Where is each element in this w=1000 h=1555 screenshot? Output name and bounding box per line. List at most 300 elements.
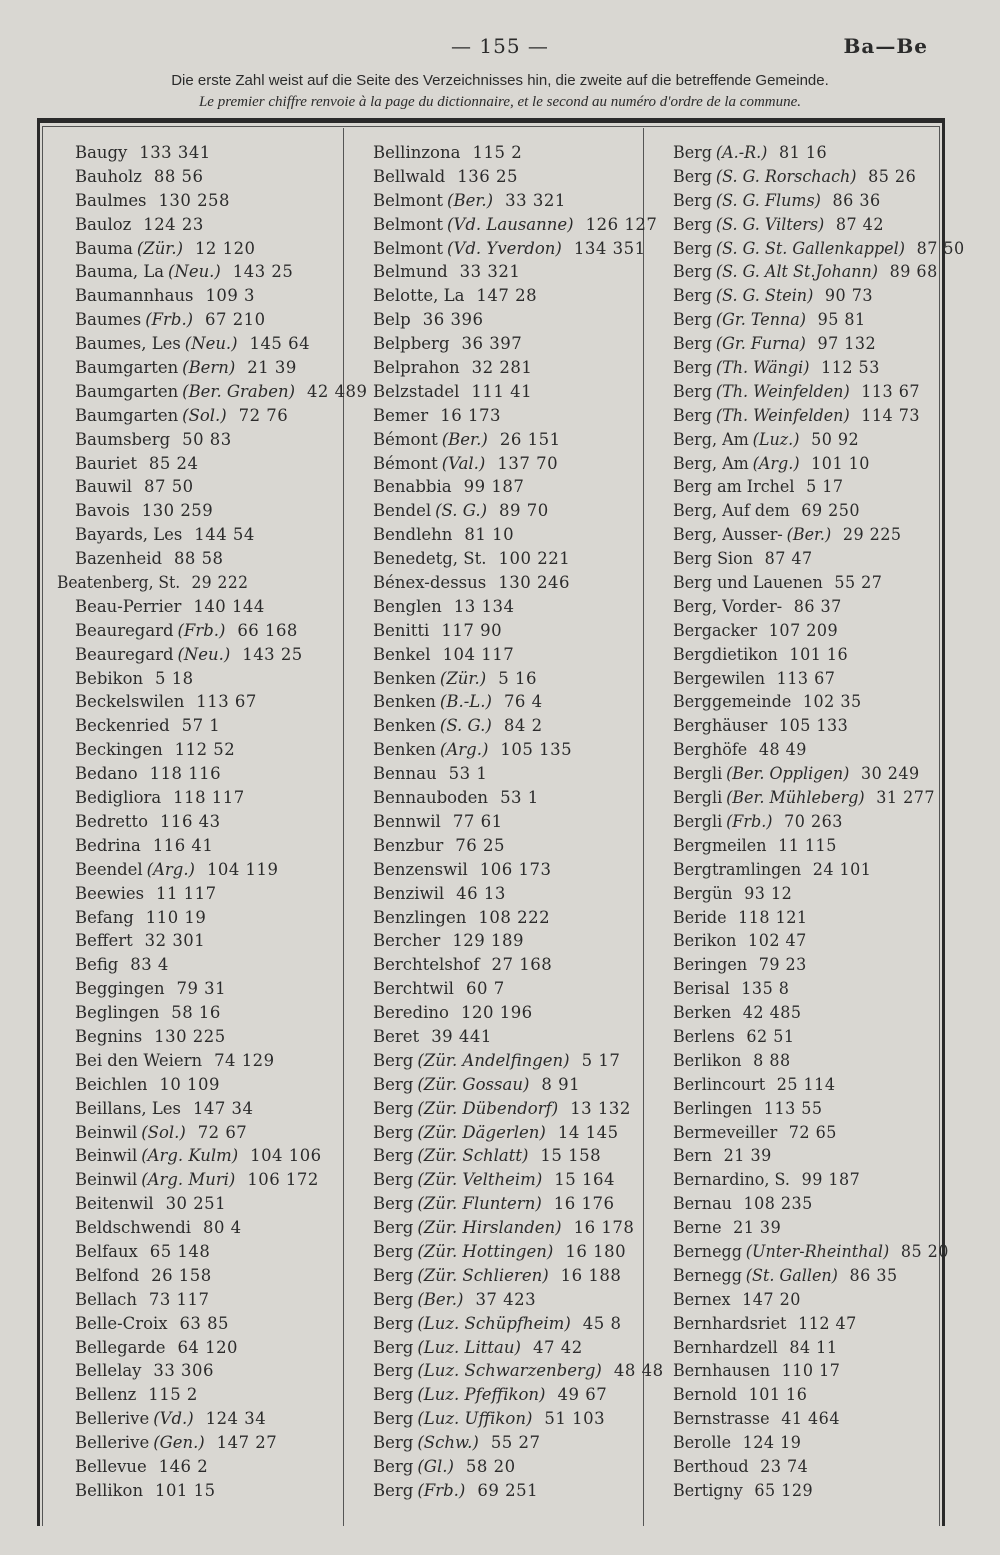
entry-reference: 26 158	[151, 1265, 212, 1285]
index-entry	[673, 284, 965, 308]
entry-reference: 101 16	[789, 644, 849, 664]
index-entry	[75, 1144, 367, 1168]
index-entry	[373, 213, 664, 237]
index-entry	[373, 308, 664, 332]
index-entry	[373, 475, 664, 499]
index-entry	[673, 547, 965, 571]
index-entry	[75, 1192, 367, 1216]
index-entry	[75, 356, 367, 380]
index-entry	[673, 786, 965, 810]
entry-reference: 85 20	[900, 1241, 949, 1261]
entry-reference: 108 222	[478, 907, 551, 927]
entry-reference: 104 117	[442, 644, 515, 664]
entry-name: Baumes	[75, 310, 142, 330]
entry-name: Bebikon	[75, 668, 144, 688]
entry-name: Baumgarten	[75, 358, 179, 378]
index-entry	[75, 1288, 367, 1312]
entry-name: Berg	[373, 1074, 414, 1094]
index-entry	[673, 571, 965, 595]
index-entry	[75, 834, 367, 858]
entry-reference: 95 81	[817, 310, 866, 330]
index-entry	[373, 977, 664, 1001]
entry-reference: 65 148	[149, 1241, 211, 1261]
entry-name: Bayards, Les	[75, 525, 183, 545]
entry-reference: 112 52	[174, 740, 236, 760]
entry-name: Berchtelshof	[373, 955, 480, 975]
entry-reference: 112 47	[798, 1313, 857, 1333]
entry-reference: 88 56	[153, 166, 204, 186]
entry-qualifier: (St. Gallen)	[745, 1265, 838, 1285]
entry-name: Bergli	[673, 788, 723, 808]
entry-name: Bemer	[373, 405, 429, 425]
entry-reference: 65 129	[754, 1480, 814, 1500]
entry-reference: 48 49	[758, 740, 807, 760]
entry-reference: 124 19	[742, 1433, 802, 1453]
entry-reference: 147 28	[476, 286, 538, 306]
index-entry	[673, 1073, 965, 1097]
entry-name: Belfond	[75, 1265, 140, 1285]
entry-reference: 10 109	[159, 1074, 220, 1094]
entry-reference: 29 225	[842, 525, 902, 545]
entry-name: Bauholz	[75, 166, 142, 186]
entry-name: Bellelay	[75, 1361, 142, 1381]
entry-reference: 21 39	[247, 358, 297, 378]
index-entry	[673, 1479, 965, 1503]
index-entry	[373, 141, 664, 165]
entry-name: Berg	[373, 1289, 414, 1309]
entry-name: Bergmeilen	[673, 835, 767, 855]
entry-reference: 134 351	[573, 238, 646, 258]
index-entry	[673, 858, 965, 882]
entry-name: Bergün	[673, 883, 733, 903]
entry-reference: 14 145	[557, 1122, 619, 1142]
entry-reference: 26 151	[499, 429, 561, 449]
index-entry	[373, 738, 664, 762]
entry-reference: 53 1	[500, 788, 539, 808]
entry-qualifier: (Neu.)	[168, 262, 221, 282]
entry-reference: 15 158	[540, 1146, 602, 1166]
entry-qualifier: (Neu.)	[177, 644, 231, 664]
entry-name: Bellach	[75, 1289, 137, 1309]
index-entry	[75, 523, 367, 547]
index-entry	[373, 834, 664, 858]
entry-name: Bellinzona	[373, 143, 461, 162]
entry-reference: 42 485	[742, 1003, 802, 1023]
index-entry	[75, 1168, 367, 1192]
entry-reference: 86 35	[849, 1265, 898, 1285]
entry-qualifier: (Arg. Muri)	[141, 1170, 236, 1190]
index-entry	[373, 1097, 664, 1121]
index-column-1	[57, 141, 368, 1503]
entry-name: Berg	[373, 1337, 414, 1357]
entry-name: Berg	[673, 238, 713, 258]
index-entry	[373, 1312, 664, 1336]
index-entry	[75, 213, 367, 237]
entry-name: Beffert	[75, 931, 133, 951]
entry-qualifier: (Frb.)	[145, 310, 194, 330]
index-entry	[373, 523, 664, 547]
entry-name: Bellwald	[373, 166, 446, 186]
entry-qualifier: (Gen.)	[153, 1433, 205, 1453]
entry-name: Berg, Auf dem	[673, 501, 790, 521]
note-french: Le premier chiffre renvoie à la page du dictionnaire, et le second au numéro d'ordre de la commune.	[198, 94, 802, 110]
entry-reference: 130 246	[498, 573, 570, 593]
entry-name: Benken	[373, 716, 436, 736]
entry-name: Beredino	[373, 1003, 449, 1023]
entry-reference: 87 47	[764, 549, 813, 569]
entry-name: Berg	[673, 381, 713, 401]
entry-reference: 46 13	[456, 883, 506, 903]
entry-name: Bernstrasse	[673, 1409, 770, 1429]
index-entry	[673, 1455, 965, 1479]
index-entry	[673, 1407, 965, 1431]
index-entry	[373, 1479, 664, 1503]
index-entry	[75, 452, 367, 476]
index-entry	[673, 1097, 965, 1121]
entry-reference: 81 10	[464, 525, 515, 545]
index-entry	[673, 1288, 965, 1312]
entry-name: Beckenried	[75, 716, 170, 736]
index-entry	[673, 1312, 965, 1336]
entry-name: Belotte, La	[373, 286, 465, 306]
index-entry	[373, 332, 664, 356]
index-entry	[673, 475, 965, 499]
index-entry	[673, 810, 965, 834]
entry-reference: 104 106	[250, 1146, 322, 1166]
entry-reference: 88 58	[173, 549, 224, 569]
index-entry	[75, 762, 367, 786]
entry-qualifier: (Zür. Gossau)	[417, 1074, 530, 1094]
entry-qualifier: (Zür. Fluntern)	[417, 1194, 542, 1214]
entry-qualifier: (Zür. Hottingen)	[417, 1241, 554, 1261]
index-entry	[673, 1383, 965, 1407]
entry-reference: 124 34	[205, 1409, 267, 1429]
entry-reference: 24 101	[812, 859, 872, 879]
index-entry	[373, 1359, 664, 1383]
entry-reference: 101 16	[748, 1385, 808, 1405]
entry-qualifier: (Arg. Kulm)	[141, 1146, 239, 1166]
index-entry	[673, 929, 965, 953]
entry-qualifier: (Frb.)	[177, 620, 226, 640]
index-entry	[373, 858, 664, 882]
entry-qualifier: (Unter-Rheinthal)	[745, 1241, 890, 1261]
index-entry	[673, 1168, 965, 1192]
index-entry	[75, 1001, 367, 1025]
entry-name: Bénex-dessus	[373, 573, 487, 593]
entry-name: Baumannhaus	[75, 286, 194, 306]
entry-name: Berg, Am	[673, 453, 749, 473]
entry-qualifier: (Ber.)	[417, 1289, 464, 1309]
entry-qualifier: (Luz.)	[752, 429, 800, 449]
entry-qualifier: (Vd. Lausanne)	[447, 214, 574, 234]
entry-reference: 130 225	[154, 1026, 226, 1046]
entry-reference: 146 2	[158, 1456, 209, 1476]
entry-qualifier: (Zür. Hirslanden)	[417, 1218, 562, 1238]
index-entry	[673, 332, 965, 356]
entry-reference: 89 68	[889, 262, 938, 282]
entry-name: Belfaux	[75, 1241, 138, 1261]
entry-reference: 118 121	[738, 907, 808, 927]
entry-name: Berg am Irchel	[673, 477, 795, 497]
index-entry	[373, 1288, 664, 1312]
entry-qualifier: (Vd.)	[153, 1409, 194, 1429]
entry-name: Bedrina	[75, 835, 141, 855]
entry-reference: 27 168	[491, 955, 553, 975]
index-entry	[373, 404, 664, 428]
entry-reference: 11 117	[156, 883, 217, 903]
entry-reference: 105 133	[778, 716, 849, 736]
note-german: Die erste Zahl weist auf die Seite des Verzeichnisses hin, die zweite auf die betreffende Gemeinde.	[171, 72, 829, 89]
entry-reference: 87 50	[144, 477, 194, 497]
entry-name: Benzenswil	[373, 859, 468, 879]
entry-name: Berg	[373, 1480, 414, 1500]
entry-name: Bennwil	[373, 811, 441, 831]
entry-reference: 51 103	[544, 1409, 606, 1429]
entry-reference: 15 164	[554, 1170, 615, 1190]
entry-name: Berg	[673, 143, 713, 162]
entry-reference: 16 176	[553, 1194, 615, 1214]
entry-name: Belmont	[373, 238, 444, 258]
index-entry	[75, 1025, 367, 1049]
entry-name: Berken	[673, 1003, 732, 1023]
entry-reference: 113 67	[861, 381, 921, 401]
entry-qualifier: (Val.)	[441, 453, 486, 473]
entry-reference: 39 441	[431, 1026, 492, 1046]
entry-reference: 85 26	[868, 166, 917, 186]
entry-name: Berg	[673, 334, 713, 354]
index-entry	[673, 428, 965, 452]
entry-qualifier: (Arg.)	[146, 859, 195, 879]
entry-name: Bernegg	[673, 1241, 742, 1261]
entry-name: Berg	[673, 286, 713, 306]
entry-name: Benkel	[373, 644, 431, 664]
entry-name: Berg, Ausser-	[673, 525, 783, 545]
entry-reference: 114 73	[861, 405, 921, 425]
index-entry	[75, 284, 367, 308]
entry-name: Berg	[373, 1122, 414, 1142]
index-entry	[373, 1144, 664, 1168]
entry-reference: 113 67	[196, 692, 257, 712]
index-entry	[75, 810, 367, 834]
index-entry	[75, 1121, 367, 1145]
index-entry	[373, 906, 664, 930]
entry-name: Beride	[673, 907, 727, 927]
entry-name: Bendel	[373, 501, 432, 521]
index-entry	[373, 810, 664, 834]
entry-reference: 111 41	[471, 381, 533, 401]
entry-reference: 47 42	[532, 1337, 583, 1357]
entry-name: Baugy	[75, 143, 128, 162]
index-entry	[75, 619, 367, 643]
entry-reference: 93 12	[744, 883, 793, 903]
entry-name: Berg	[373, 1146, 414, 1166]
entry-qualifier: (Zür. Dägerlen)	[417, 1122, 546, 1142]
entry-name: Berg	[373, 1265, 414, 1285]
index-entry	[75, 1359, 367, 1383]
entry-name: Baumsberg	[75, 429, 171, 449]
index-entry	[673, 308, 965, 332]
index-entry	[373, 1336, 664, 1360]
entry-reference: 85 24	[148, 453, 199, 473]
index-entry	[373, 1168, 664, 1192]
index-entry	[673, 1240, 965, 1264]
entry-name: Baumgarten	[75, 405, 179, 425]
entry-reference: 113 67	[776, 668, 836, 688]
index-entry	[673, 906, 965, 930]
entry-qualifier: (Sol.)	[141, 1122, 186, 1142]
entry-reference: 11 115	[778, 835, 837, 855]
entry-qualifier: (Neu.)	[184, 334, 238, 354]
index-entry	[373, 1073, 664, 1097]
entry-reference: 86 36	[832, 190, 881, 210]
index-column-3	[673, 141, 975, 1503]
index-entry	[673, 834, 965, 858]
entry-name: Belpberg	[373, 334, 450, 354]
entry-qualifier: (Th. Wängi)	[715, 358, 810, 378]
entry-name: Belp	[373, 310, 411, 330]
entry-name: Bazenheid	[75, 549, 162, 569]
entry-reference: 58 20	[465, 1456, 516, 1476]
entry-name: Beglingen	[75, 1003, 160, 1023]
index-entry	[373, 428, 664, 452]
index-entry	[75, 953, 367, 977]
entry-reference: 79 31	[176, 979, 227, 999]
entry-name: Beau-Perrier	[75, 596, 182, 616]
entry-name: Bellikon	[75, 1480, 144, 1500]
entry-reference: 70 263	[784, 811, 843, 831]
index-entry	[673, 1001, 965, 1025]
entry-name: Benglen	[373, 596, 442, 616]
index-entry	[75, 260, 367, 284]
entry-name: Beauregard	[75, 620, 174, 640]
index-entry	[373, 284, 664, 308]
entry-qualifier: (Zür. Veltheim)	[417, 1170, 543, 1190]
index-entry	[373, 882, 664, 906]
index-entry	[75, 738, 367, 762]
entry-name: Berg	[373, 1218, 414, 1238]
entry-reference: 60 7	[465, 979, 505, 999]
entry-qualifier: (Luz. Littau)	[417, 1337, 521, 1357]
entry-name: Bern	[673, 1146, 713, 1166]
entry-reference: 130 259	[141, 501, 214, 521]
entry-name: Berg	[373, 1433, 414, 1453]
entry-reference: 55 27	[834, 573, 883, 593]
entry-reference: 118 116	[149, 764, 222, 784]
index-entry	[75, 906, 367, 930]
entry-qualifier: (Zür.)	[136, 238, 184, 258]
entry-name: Begnins	[75, 1026, 143, 1046]
entry-reference: 80 4	[202, 1218, 242, 1238]
entry-reference: 77 61	[452, 811, 503, 831]
index-entry	[75, 690, 367, 714]
entry-name: Belmund	[373, 262, 448, 282]
entry-qualifier: (B.-L.)	[439, 692, 492, 712]
entry-qualifier: (Luz. Uffikon)	[417, 1409, 533, 1429]
index-entry	[373, 1121, 664, 1145]
index-entry	[373, 499, 664, 523]
index-entry	[673, 1144, 965, 1168]
index-entry	[75, 237, 367, 261]
entry-name: Beringen	[673, 955, 748, 975]
entry-reference: 106 173	[479, 859, 552, 879]
entry-name: Berthoud	[673, 1456, 749, 1476]
entry-reference: 115 2	[148, 1385, 198, 1405]
index-entry	[75, 882, 367, 906]
index-entry	[75, 475, 367, 499]
entry-reference: 13 132	[570, 1098, 631, 1118]
entry-reference: 110 19	[145, 907, 207, 927]
entry-reference: 16 180	[565, 1241, 627, 1261]
entry-reference: 21 39	[723, 1146, 772, 1166]
index-entry	[373, 1264, 664, 1288]
entry-reference: 81 16	[778, 143, 828, 162]
entry-name: Beichlen	[75, 1074, 148, 1094]
entry-reference: 66 168	[237, 620, 298, 640]
entry-qualifier: (S. G. Flums)	[715, 190, 821, 210]
entry-qualifier: (Ber.)	[447, 190, 494, 210]
index-entry	[75, 786, 367, 810]
entry-reference: 48 48	[613, 1361, 664, 1381]
entry-name: Benzlingen	[373, 907, 467, 927]
entry-name: Berg	[673, 405, 713, 425]
entry-qualifier: (Th. Weinfelden)	[715, 381, 850, 401]
entry-reference: 89 70	[499, 501, 549, 521]
entry-qualifier: (A.-R.)	[715, 143, 768, 162]
entry-name: Bellenz	[75, 1385, 137, 1405]
entry-reference: 16 173	[440, 405, 501, 425]
index-entry	[75, 858, 367, 882]
entry-name: Beckingen	[75, 740, 163, 760]
index-entry	[373, 1407, 664, 1431]
entry-reference: 72 67	[197, 1122, 248, 1142]
index-entry	[75, 380, 367, 404]
entry-reference: 79 23	[758, 955, 807, 975]
entry-name: Bei den Weiern	[75, 1050, 203, 1070]
entry-qualifier: (Ber. Mühleberg)	[726, 788, 865, 808]
entry-name: Bergacker	[673, 620, 758, 640]
entry-name: Berg	[673, 166, 713, 186]
entry-qualifier: (S. G. St. Gallenkappel)	[715, 238, 905, 258]
index-entry	[673, 1192, 965, 1216]
entry-reference: 12 120	[194, 238, 256, 258]
entry-reference: 84 2	[503, 716, 543, 736]
entry-reference: 104 119	[206, 859, 279, 879]
entry-name: Berg	[373, 1050, 414, 1070]
index-entry	[673, 1359, 965, 1383]
entry-name: Beewies	[75, 883, 145, 903]
entry-reference: 29 222	[191, 573, 249, 593]
entry-reference: 69 251	[477, 1480, 539, 1500]
index-entry	[673, 237, 965, 261]
index-entry	[673, 404, 965, 428]
entry-reference: 67 210	[205, 310, 266, 330]
entry-name: Benzbur	[373, 835, 444, 855]
index-entry	[673, 1121, 965, 1145]
entry-name: Berghöfe	[673, 740, 748, 760]
index-entry	[57, 571, 349, 595]
entry-name: Bercher	[373, 931, 441, 951]
index-entry	[373, 667, 664, 691]
entry-name: Berg	[373, 1456, 414, 1476]
entry-reference: 137 70	[497, 453, 559, 473]
entry-qualifier: (S. G. Rorschach)	[715, 166, 857, 186]
index-entry	[673, 165, 965, 189]
index-entry	[373, 786, 664, 810]
entry-reference: 37 423	[475, 1289, 537, 1309]
index-entry	[373, 762, 664, 786]
entry-qualifier: (S. G. Stein)	[715, 286, 814, 306]
entry-name: Baulmes	[75, 190, 147, 210]
